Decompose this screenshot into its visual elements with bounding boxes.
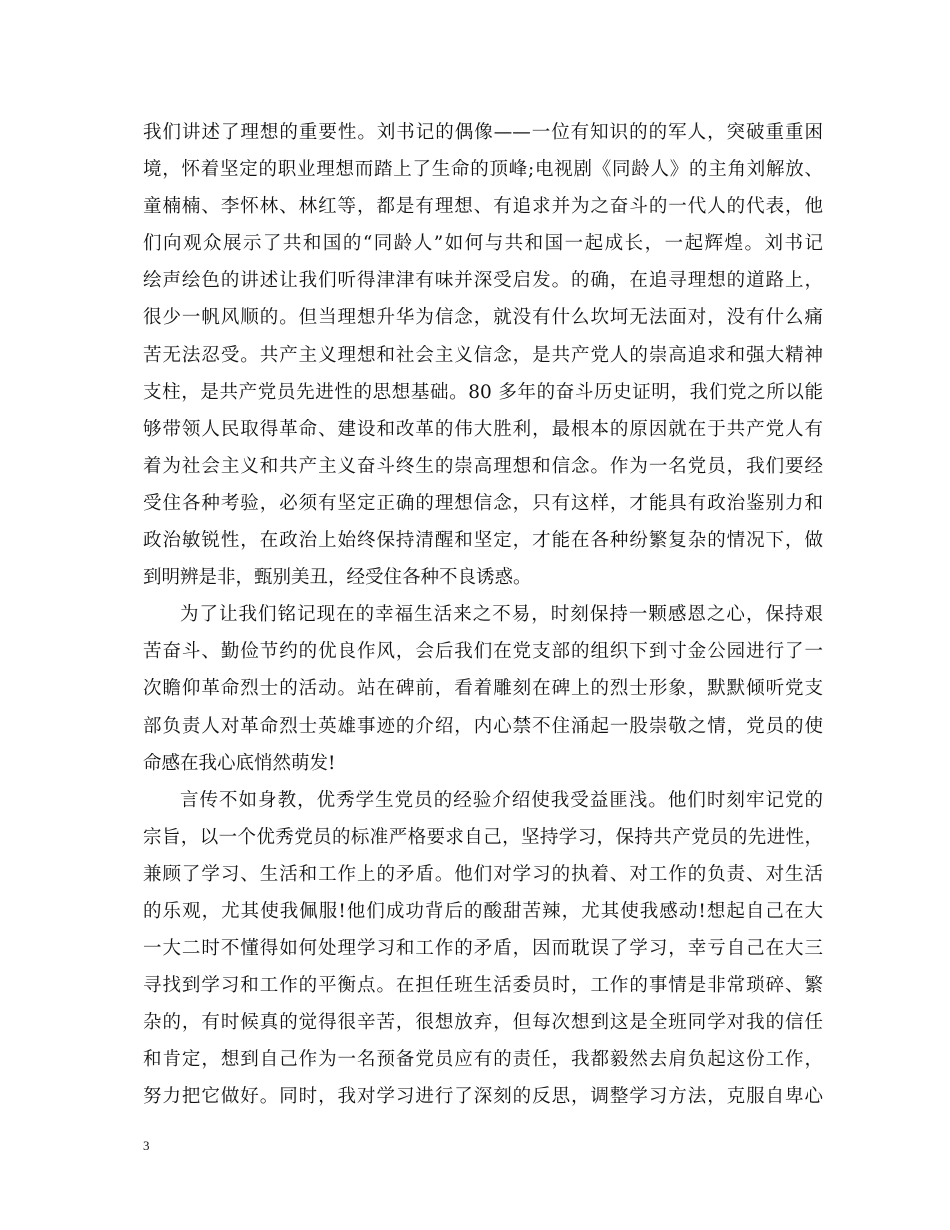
text-line: 的乐观，尤其使我佩服!他们成功背后的酸甜苦辣，尤其使我感动!想起自己在大	[143, 900, 823, 922]
text-line: 着为社会主义和共产主义奋斗终生的崇高理想和信念。作为一名党员，我们要经	[143, 455, 823, 477]
text-line: 支柱，是共产党员先进性的思想基础。80 多年的奋斗历史证明，我们党之所以能	[143, 381, 823, 403]
text-line: 和肯定，想到自己作为一名预备党员应有的责任，我都毅然去肩负起这份工作，	[143, 1049, 823, 1071]
text-line: 寻找到学习和工作的平衡点。在担任班生活委员时，工作的事情是非常琐碎、繁	[143, 975, 823, 997]
page-number: 3	[143, 1138, 150, 1153]
text-line: 绘声绘色的讲述让我们听得津津有味并深受启发。的确，在追寻理想的道路上，	[143, 270, 823, 292]
text-line: 到明辨是非，甄别美丑，经受住各种不良诱惑。	[143, 567, 532, 589]
text-line: 杂的，有时候真的觉得很辛苦，很想放弃，但每次想到这是全班同学对我的信任	[143, 1012, 823, 1034]
text-line: 一大二时不懂得如何处理学习和工作的矛盾，因而耽误了学习，幸亏自己在大三	[143, 938, 823, 960]
text-line: 政治敏锐性，在政治上始终保持清醒和坚定，才能在各种纷繁复杂的情况下，做	[143, 530, 823, 552]
text-line: 兼顾了学习、生活和工作上的矛盾。他们对学习的执着、对工作的负责、对生活	[143, 863, 823, 885]
text-line: 宗旨，以一个优秀党员的标准严格要求自己，坚持学习，保持共产党员的先进性，	[143, 826, 823, 848]
text-line: 童楠楠、李怀林、林红等，都是有理想、有追求并为之奋斗的一代人的代表，他	[143, 196, 823, 218]
text-line: 次瞻仰革命烈士的活动。站在碑前，看着雕刻在碑上的烈士形象，默默倾听党支	[143, 678, 823, 700]
body-text	[143, 114, 823, 1116]
text-line: 言传不如身教，优秀学生党员的经验介绍使我受益匪浅。他们时刻牢记党的	[180, 789, 823, 811]
text-line: 命感在我心底悄然萌发!	[143, 752, 336, 774]
text-line: 努力把它做好。同时，我对学习进行了深刻的反思，调整学习方法，克服自卑心	[143, 1086, 823, 1108]
text-line: 受住各种考验，必须有坚定正确的理想信念，只有这样，才能具有政治鉴别力和	[143, 492, 823, 514]
text-line: 境，怀着坚定的职业理想而踏上了生命的顶峰;电视剧《同龄人》的主角刘解放、	[143, 159, 823, 181]
text-line: 很少一帆风顺的。但当理想升华为信念，就没有什么坎坷无法面对，没有什么痛	[143, 307, 823, 329]
text-line: 为了让我们铭记现在的幸福生活来之不易，时刻保持一颗感恩之心，保持艰	[180, 604, 823, 626]
text-line: 部负责人对革命烈士英雄事迹的介绍，内心禁不住涌起一股崇敬之情，党员的使	[143, 715, 823, 737]
text-line: 够带领人民取得革命、建设和改革的伟大胜利，最根本的原因就在于共产党人有	[143, 418, 823, 440]
text-line: 苦奋斗、勤俭节约的优良作风，会后我们在党支部的组织下到寸金公园进行了一	[143, 641, 823, 663]
text-line: 们向观众展示了共和国的“同龄人”如何与共和国一起成长，一起辉煌。刘书记	[143, 233, 823, 255]
text-line: 苦无法忍受。共产主义理想和社会主义信念，是共产党人的崇高追求和强大精神	[143, 344, 823, 366]
text-line: 我们讲述了理想的重要性。刘书记的偶像——一位有知识的的军人，突破重重困	[143, 122, 823, 143]
